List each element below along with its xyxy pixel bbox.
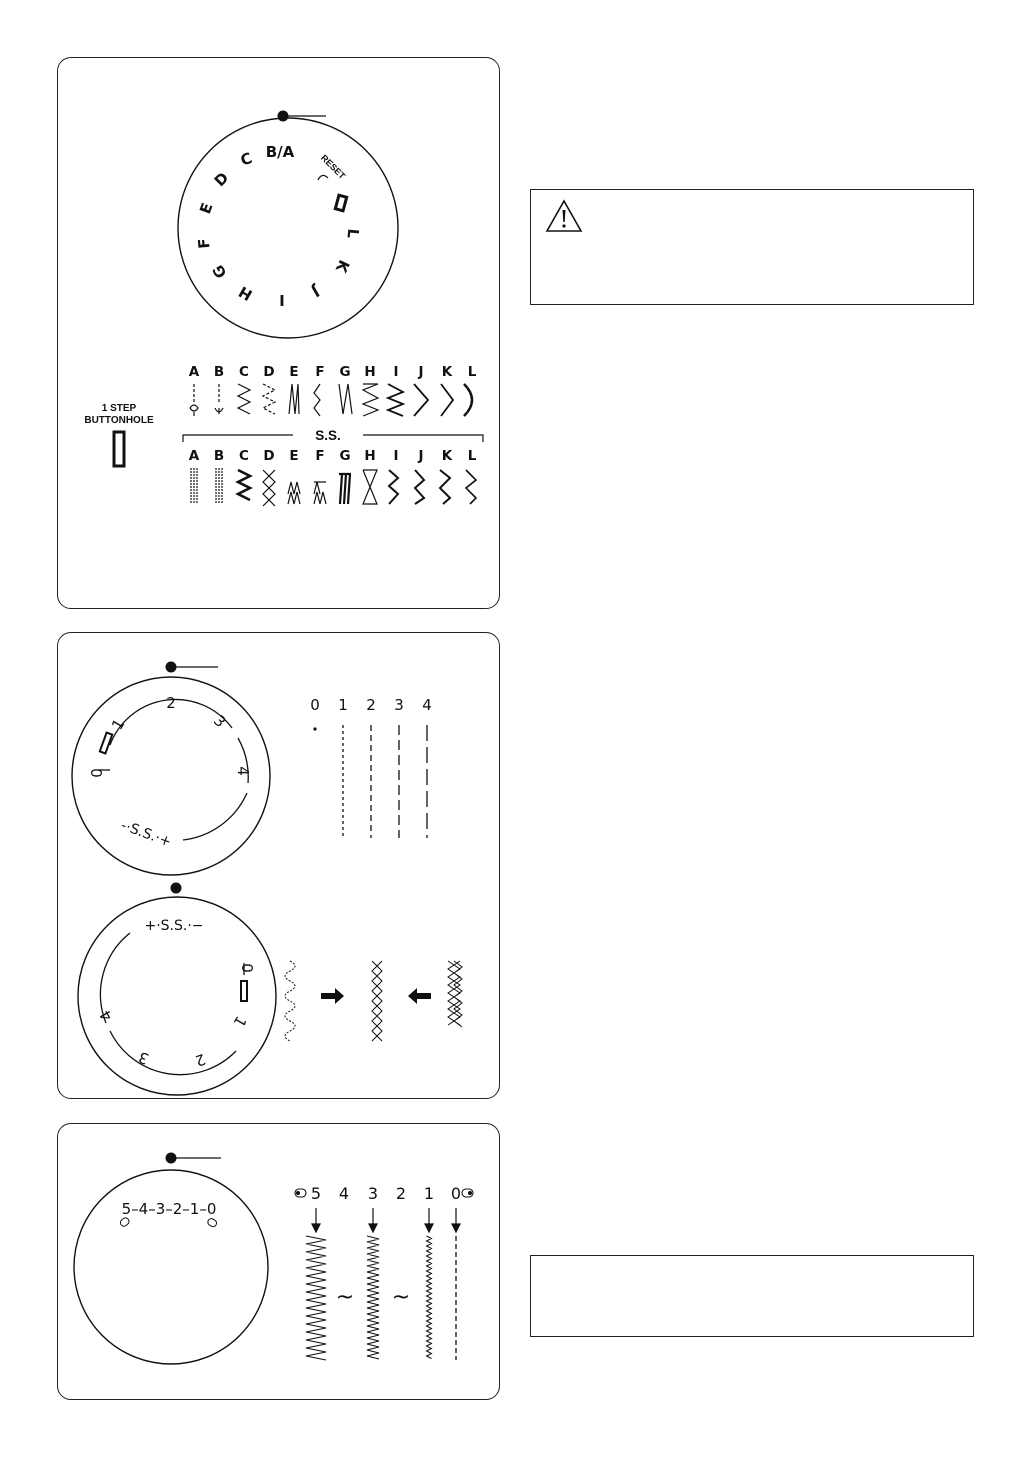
pattern-letter: B xyxy=(213,364,225,380)
arrow-right-icon xyxy=(321,988,344,1004)
reset-label: RESET xyxy=(318,152,348,182)
pattern-letter: E xyxy=(289,448,299,464)
dial-letter: H xyxy=(235,282,256,305)
length-number: 4 xyxy=(422,696,432,714)
dial-number: 2 xyxy=(192,1049,208,1071)
dial-letter: J xyxy=(308,282,323,301)
pattern-letter: J xyxy=(418,364,424,380)
arrow-down-icon xyxy=(425,1208,433,1232)
dial-letter: B/A xyxy=(265,143,295,161)
width-number: 0 xyxy=(450,1184,462,1203)
dial-letter: F xyxy=(194,237,214,250)
pattern-letter: J xyxy=(418,448,424,464)
buttonhole-label: BUTTONHOLE xyxy=(84,415,154,426)
stitch-sample-wide xyxy=(285,961,295,1041)
arrow-down-icon xyxy=(312,1208,320,1232)
tilde: ~ xyxy=(391,1285,411,1310)
width-number: 2 xyxy=(395,1184,407,1203)
buttonhole-symbol-icon xyxy=(114,432,124,466)
width-number: 3 xyxy=(367,1184,379,1203)
stitch-sample-dense xyxy=(448,961,462,1027)
width-sample-1 xyxy=(427,1236,432,1359)
dial-letter: G xyxy=(208,261,231,282)
width-number: 4 xyxy=(338,1184,350,1203)
pattern-selector-figure xyxy=(58,58,501,610)
note-box xyxy=(530,1255,974,1337)
dial-number: 4 xyxy=(95,1006,117,1025)
needle-position-icons xyxy=(119,1216,218,1227)
warning-box xyxy=(530,189,974,305)
width-sample-3 xyxy=(367,1236,379,1359)
buttonhole-start-icon xyxy=(318,175,328,180)
pattern-letter: D xyxy=(263,364,275,380)
pattern-letter: G xyxy=(339,448,351,464)
width-number: 1 xyxy=(423,1184,435,1203)
pattern-letter: K xyxy=(441,364,453,380)
pattern-letter: I xyxy=(393,448,399,464)
dial-number: 3 xyxy=(209,711,230,732)
length-number: 1 xyxy=(338,696,348,714)
dial-number: 0 xyxy=(238,963,256,973)
bottom-row-stitch-icons xyxy=(191,468,476,506)
tilde: ~ xyxy=(335,1285,355,1310)
pattern-letter: E xyxy=(289,364,299,380)
pattern-letter: L xyxy=(467,364,477,380)
pattern-letter: G xyxy=(339,364,351,380)
dial-numbers: 5–4–3–2–1–0 xyxy=(121,1200,217,1218)
dial-number: 2 xyxy=(166,694,176,712)
dial-number: 1 xyxy=(229,1012,251,1031)
warning-triangle-icon xyxy=(544,198,584,234)
length-number: 3 xyxy=(394,696,404,714)
stitch-width-panel xyxy=(57,1123,500,1400)
arrow-down-icon xyxy=(369,1208,377,1232)
dial-number: 0 xyxy=(88,768,106,778)
length-number: 2 xyxy=(366,696,376,714)
pattern-letter: C xyxy=(239,448,249,464)
dial-letter: E xyxy=(196,200,217,217)
dial-letter: L xyxy=(343,227,363,239)
dial-letter: K xyxy=(331,257,354,276)
pattern-letter: C xyxy=(239,364,249,380)
stitch-length-figure xyxy=(58,633,501,1100)
top-row-stitch-icons xyxy=(190,384,472,416)
ss-label: S.S. xyxy=(315,428,341,443)
pattern-letter: K xyxy=(441,448,453,464)
ss-label: +·S.S.·− xyxy=(144,918,204,934)
buttonhole-label: 1 STEP xyxy=(101,403,137,414)
pattern-letter: H xyxy=(364,364,376,380)
ss-label: -·S.S.·+ xyxy=(118,817,174,851)
stitch-length-panel xyxy=(57,632,500,1099)
dial-number: 1 xyxy=(107,715,129,734)
stitch-width-figure xyxy=(58,1124,501,1401)
arrow-left-icon xyxy=(408,988,431,1004)
pattern-letter: F xyxy=(315,364,325,380)
buttonhole-icon xyxy=(335,195,346,211)
length-number: 0 xyxy=(310,696,320,714)
dial-letter: D xyxy=(210,168,233,191)
dial-letter: I xyxy=(279,291,285,309)
arrow-down-icon xyxy=(452,1208,460,1232)
pattern-letter: L xyxy=(467,448,477,464)
pattern-letter: F xyxy=(315,448,325,464)
pattern-selector-panel xyxy=(57,57,500,609)
dial-number: 3 xyxy=(136,1047,152,1069)
dial-number: 4 xyxy=(234,766,252,776)
pattern-letter: H xyxy=(364,448,376,464)
pattern-letter: A xyxy=(188,448,200,464)
pattern-letter: A xyxy=(188,364,200,380)
length-sample-0 xyxy=(313,727,316,730)
stitch-sample-normal xyxy=(372,961,382,1041)
pattern-letter: D xyxy=(263,448,275,464)
pattern-letter: I xyxy=(393,364,399,380)
pattern-letter: B xyxy=(213,448,225,464)
indicator-dot xyxy=(171,883,182,894)
width-sample-5 xyxy=(306,1236,326,1360)
width-number: 5 xyxy=(310,1184,322,1203)
dial-letter: C xyxy=(238,148,255,170)
